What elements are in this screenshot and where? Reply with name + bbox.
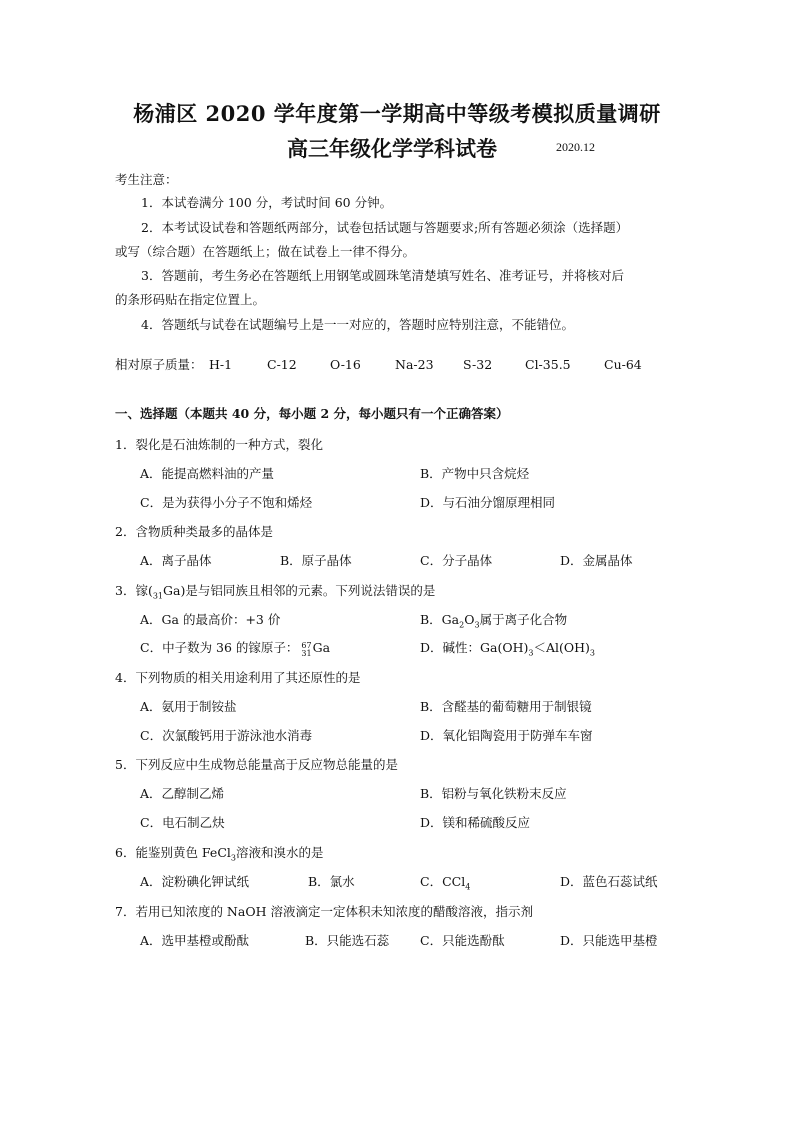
notice-item-3-cont: 的条形码贴在指定位置上。 xyxy=(115,292,266,307)
atomic-masses xyxy=(115,357,675,373)
option-a: A．选甲基橙或酚酞 xyxy=(140,933,250,948)
subscript: 3 xyxy=(230,853,236,863)
stem-text: Ga)是与铝同族且相邻的元素。下列说法错误的是 xyxy=(163,583,436,598)
stem-text: 3．镓( xyxy=(115,583,153,598)
option-d: D．氧化铝陶瓷用于防弹车车窗 xyxy=(420,728,593,743)
subscript: 3 xyxy=(528,648,534,658)
subscript: 3 xyxy=(589,648,595,658)
question-stem: 4．下列物质的相关用途利用了其还原性的是 xyxy=(115,670,361,685)
option-a: A．淀粉碘化钾试纸 xyxy=(140,874,250,889)
atomic-number: 31 xyxy=(301,649,312,658)
option-c: C．次氯酸钙用于游泳池水消毒 xyxy=(140,728,313,743)
subscript: 3 xyxy=(474,620,480,630)
option-b xyxy=(420,612,567,634)
notice-item-2-cont: 或写（综合题）在答题纸上；做在试卷上一律不得分。 xyxy=(115,244,416,259)
option-c: C．电石制乙炔 xyxy=(140,815,225,830)
subscript: 2 xyxy=(459,620,465,630)
question-stem: 7．若用已知浓度的 NaOH 溶液滴定一定体积未知浓度的醋酸溶液，指示剂 xyxy=(115,904,533,919)
notice-item-1: 1．本试卷满分 100 分，考试时间 60 分钟。 xyxy=(141,195,393,210)
option-b: B．只能选石蕊 xyxy=(305,933,390,948)
option-a: A．离子晶体 xyxy=(140,553,212,568)
question-stem xyxy=(115,583,435,605)
option-a: A．Ga 的最高价：+3 价 xyxy=(140,612,281,627)
element-symbol: Ga xyxy=(312,640,331,655)
option-text: C．中子数为 36 的镓原子： xyxy=(140,640,299,655)
question-stem: 2．含物质种类最多的晶体是 xyxy=(115,524,273,539)
notice-heading: 考生注意： xyxy=(115,172,178,187)
page-subtitle: 高三年级化学学科试卷 xyxy=(287,136,497,161)
question-stem xyxy=(115,845,324,867)
atomic-mass: S-32 xyxy=(463,357,493,372)
option-d xyxy=(420,640,595,662)
formula-text: ＜Al(OH) xyxy=(533,640,590,655)
option-a: A．能提高燃料油的产量 xyxy=(140,466,275,481)
notice-item-2: 2．本考试设试卷和答题纸两部分，试卷包括试题与答题要求;所有答题必须涂（选择题） xyxy=(141,220,629,235)
question-stem: 5．下列反应中生成物总能量高于反应物总能量的是 xyxy=(115,757,398,772)
atomic-mass: Cl-35.5 xyxy=(525,357,571,372)
atomic-mass: Cu-64 xyxy=(604,357,642,372)
option-c: C．只能选酚酞 xyxy=(420,933,505,948)
exam-date: 2020.12 xyxy=(556,140,595,154)
option-d: D．只能选甲基橙 xyxy=(560,933,658,948)
option-c: C．分子晶体 xyxy=(420,553,493,568)
formula-text: C．CCl xyxy=(420,874,466,889)
option-d: D．与石油分馏原理相同 xyxy=(420,495,556,510)
option-b: B．产物中只含烷烃 xyxy=(420,466,530,481)
formula-text: O xyxy=(464,612,475,627)
option-a: A．乙醇制乙烯 xyxy=(140,786,225,801)
option-b: B．含醛基的葡萄糖用于制银镜 xyxy=(420,699,592,714)
option-c xyxy=(140,640,330,658)
option-b: B．铝粉与氧化铁粉末反应 xyxy=(420,786,567,801)
option-d: D．蓝色石蕊试纸 xyxy=(560,874,658,889)
page-title: 杨浦区 2020 学年度第一学期高中等级考模拟质量调研 xyxy=(133,101,661,126)
mass-number: 67 xyxy=(301,641,312,650)
option-b: B．原子晶体 xyxy=(280,553,352,568)
option-d: D．金属晶体 xyxy=(560,553,633,568)
isotope-notation xyxy=(301,642,311,658)
option-text: 属于离子化合物 xyxy=(479,612,568,627)
option-d: D．镁和稀硫酸反应 xyxy=(420,815,531,830)
atomic-mass: O-16 xyxy=(330,357,361,372)
notice-item-4: 4．答题纸与试卷在试题编号上是一一对应的，答题时应特别注意，不能错位。 xyxy=(141,317,574,332)
subscript: 4 xyxy=(465,882,471,892)
option-b: B．氯水 xyxy=(308,874,355,889)
formula-text: D．碱性：Ga(OH) xyxy=(420,640,529,655)
option-c: C．是为获得小分子不饱和烯烃 xyxy=(140,495,313,510)
atomic-mass: C-12 xyxy=(267,357,297,372)
section-heading: 一、选择题（本题共 40 分，每小题 2 分，每小题只有一个正确答案） xyxy=(115,406,509,421)
notice-item-3: 3．答题前，考生务必在答题纸上用钢笔或圆珠笔清楚填写姓名、准考证号，并将核对后 xyxy=(141,268,624,283)
option-a: A．氨用于制铵盐 xyxy=(140,699,237,714)
stem-text: 6．能鉴别黄色 FeCl xyxy=(115,845,231,860)
formula-text: B．Ga xyxy=(420,612,460,627)
atomic-mass: Na-23 xyxy=(395,357,434,372)
atomic-number: 31 xyxy=(152,591,164,601)
atomic-masses-label: 相对原子质量： xyxy=(115,357,203,372)
atomic-mass: H-1 xyxy=(209,357,233,372)
question-stem: 1．裂化是石油炼制的一种方式，裂化 xyxy=(115,437,323,452)
option-c xyxy=(420,874,470,896)
stem-text: 溶液和溴水的是 xyxy=(235,845,324,860)
